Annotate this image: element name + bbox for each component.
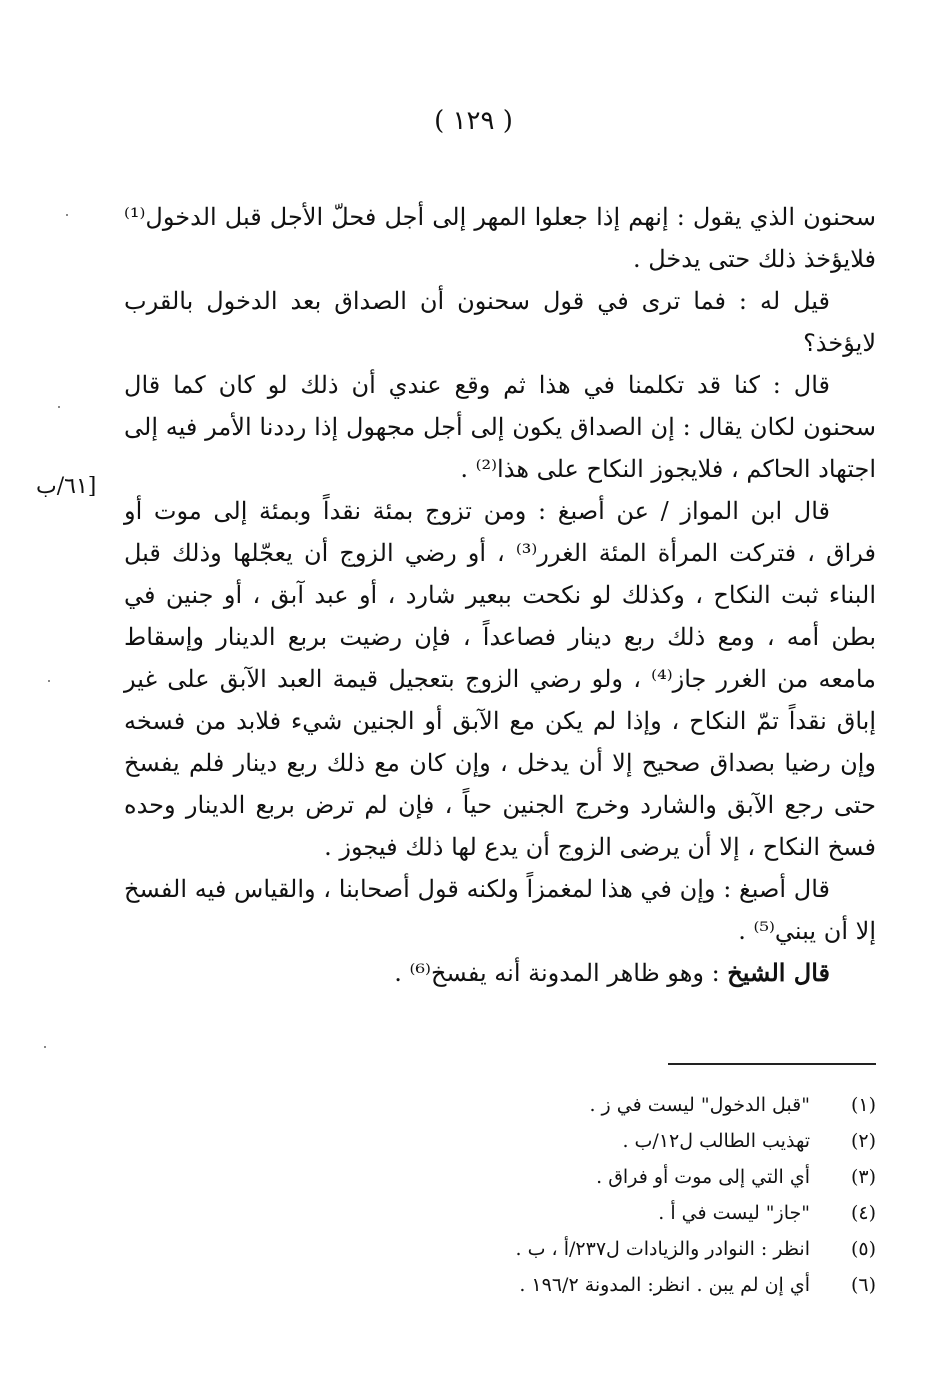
closing-text: : وهو ظاهر المدونة أنه يفسخ⁽⁶⁾ . xyxy=(394,959,720,987)
closing-paragraph xyxy=(124,952,876,994)
paragraph-4: قال ابن المواز / عن أصبغ : ومن تزوج بمئة نقداً وبمئة إلى موت أو فراق ، فتركت المرأة المئة الغرر⁽³⁾ ، أو رضي الزوج أن يعجّلها وذلك قبل البناء ثبت النكاح ، وكذلك لو نكحت ببعير شارد ، أو عبد آبق ، أو جنين في بطن أمه ، ومع ذلك ربع دينار فصاعداً ، فإن رضيت بربع الدينار وإسقاط مامعه من الغرر جاز⁽⁴⁾ ، ولو رضي الزوج بتعجيل قيمة العبد الآبق على غير إباق نقداً تمّ النكاح ، وإذا لم يكن مع الآبق أو الجنين شيء فلابد من فسخه وإن رضيا بصداق صحيح إلا أن يدخل ، وإن كان مع ذلك ربع دينار فلم يفسخ حتى رجع الآبق والشارد وخرج الجنين حياً ، فإن لم ترض بربع الدينار وحده فسخ النكاح ، إلا أن يرضى الزوج أن يدع لها ذلك فيجوز . xyxy=(124,497,877,861)
footnote-number: (٤) xyxy=(850,1202,876,1224)
footnote-text: أي إن لم يبن . انظر: المدونة ١٩٦/٢ . xyxy=(519,1274,810,1296)
paragraph-2: قيل له : فما ترى في قول سحنون أن الصداق بعد الدخول بالقرب لايؤخذ؟ xyxy=(124,287,876,357)
footnote xyxy=(300,1123,876,1159)
footnote-text: انظر : النوادر والزيادات ل٢٣٧/أ ، ب . xyxy=(515,1238,810,1260)
paragraph-1: سحنون الذي يقول : إنهم إذا جعلوا المهر إلى أجل فحلّ الأجل قبل الدخول⁽¹⁾ فلايؤخذ ذلك حتى يدخل . xyxy=(124,203,876,273)
footnote-text: تهذيب الطالب ل١٢/ب . xyxy=(622,1130,810,1152)
footnote-number: (٢) xyxy=(850,1130,876,1152)
footnote xyxy=(300,1267,876,1303)
footnote xyxy=(300,1087,876,1123)
scan-speck xyxy=(58,406,60,408)
footnote-separator xyxy=(668,1063,876,1065)
scan-speck xyxy=(66,214,68,216)
paragraph-3: قال : كنا قد تكلمنا في هذا ثم وقع عندي أن ذلك لو كان كما قال سحنون لكان يقال : إن الصداق يكون إلى أجل مجهول إذا رددنا الأمر فيه إلى اجتهاد الحاكم ، فلايجوز النكاح على هذا⁽²⁾ . xyxy=(124,371,876,483)
shaykh-label: قال الشيخ xyxy=(727,958,830,987)
footnote xyxy=(300,1159,876,1195)
scan-speck xyxy=(44,1046,46,1048)
footnote-number: (٥) xyxy=(850,1238,876,1260)
footnote-number: (١) xyxy=(850,1094,876,1116)
manuscript-folio-reference: [٦١/ب xyxy=(36,474,97,499)
scan-speck xyxy=(48,680,50,682)
paragraph-5: قال أصبغ : وإن في هذا لمغمزاً ولكنه قول أصحابنا ، والقياس فيه الفسخ إلا أن يبني⁽⁵⁾ . xyxy=(124,875,876,945)
footnote-text: أي التي إلى موت أو فراق . xyxy=(596,1166,810,1188)
page-number: ( ١٢٩ ) xyxy=(434,106,513,136)
main-text xyxy=(124,196,876,994)
footnote xyxy=(300,1195,876,1231)
footnote-text: "قبل الدخول" ليست في ز . xyxy=(589,1094,810,1116)
footnote xyxy=(300,1231,876,1267)
footnote-number: (٣) xyxy=(850,1166,876,1188)
footnotes xyxy=(300,1087,876,1303)
footnote-text: "جاز" ليست في أ . xyxy=(658,1202,810,1224)
footnote-number: (٦) xyxy=(850,1274,876,1296)
